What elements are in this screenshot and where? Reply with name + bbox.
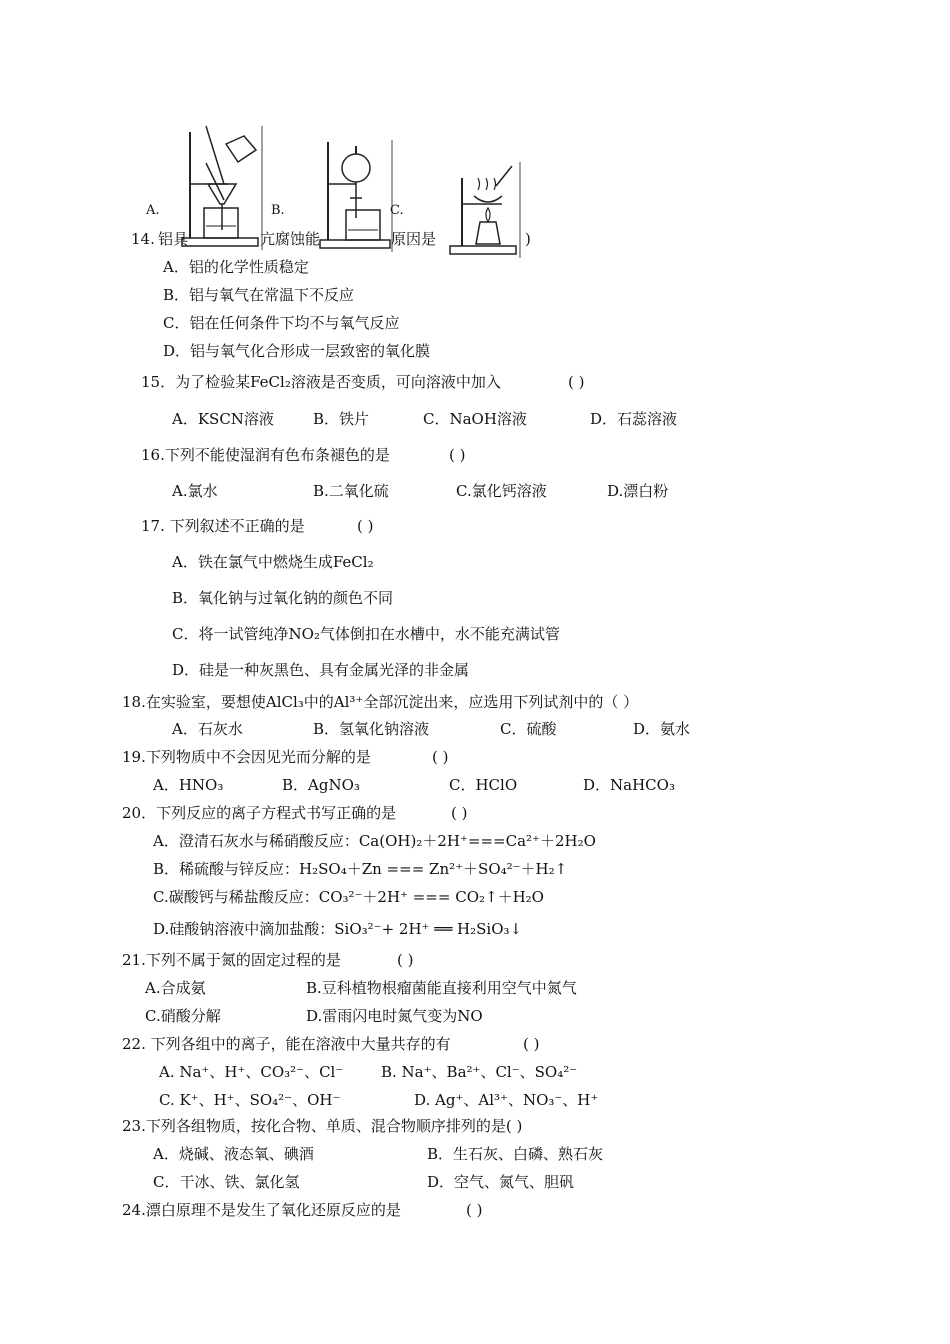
filtration-apparatus-icon: [180, 122, 264, 250]
apparatus-figure-a: [180, 122, 264, 250]
q20-option-a: A．澄清石灰水与稀硝酸反应：Ca(OH)₂＋2H⁺===Ca²⁺＋2H₂O: [153, 832, 596, 850]
q20-paren: ( ): [451, 804, 468, 822]
q19-option-c: C．HClO: [449, 776, 518, 794]
q14-stem-b: 亢腐蚀能: [260, 230, 321, 248]
q15-option-b: B．铁片: [313, 410, 370, 428]
q23-stem: 23.下列各组物质，按化合物、单质、混合物顺序排列的是( ): [122, 1117, 523, 1135]
q22-option-d: D. Ag⁺、Al³⁺、NO₃⁻、H⁺: [414, 1091, 599, 1109]
q14-option-c: C．铝在任何条件下均不与氧气反应: [163, 314, 400, 332]
q21-option-a: A.合成氨: [145, 979, 206, 997]
q16-stem: 16.下列不能使湿润有色布条褪色的是: [141, 446, 390, 464]
q19-paren: ( ): [432, 748, 449, 766]
apparatus-label-c: C.: [390, 203, 404, 218]
apparatus-figure-b: [318, 138, 396, 252]
q15-option-a: A．KSCN溶液: [172, 410, 274, 428]
q21-paren: ( ): [397, 951, 414, 969]
q17-option-c: C．将一试管纯净NO₂气体倒扣在水槽中，水不能充满试管: [172, 625, 560, 643]
q20-option-d: D.硅酸钠溶液中滴加盐酸：SiO₃²⁻+ 2H⁺ ══ H₂SiO₃↓: [153, 920, 523, 938]
q22-option-c: C. K⁺、H⁺、SO₄²⁻、OH⁻: [159, 1091, 341, 1109]
q18-stem: 18.在实验室，要想使AlCl₃中的Al³⁺全部沉淀出来，应选用下列试剂中的（ ）: [122, 693, 639, 711]
q19-stem: 19.下列物质中不会因见光而分解的是: [122, 748, 371, 766]
q17-paren: ( ): [357, 517, 374, 535]
q17-option-b: B．氧化钠与过氧化钠的颜色不同: [172, 589, 394, 607]
q22-stem: 22. 下列各组中的离子，能在溶液中大量共存的有: [122, 1035, 451, 1053]
apparatus-figure-c: [446, 160, 522, 258]
q17-option-a: A．铁在氯气中燃烧生成FeCl₂: [172, 553, 374, 571]
q16-option-d: D.漂白粉: [607, 482, 669, 500]
q23-option-c: C．干冰、铁、氯化氢: [153, 1173, 300, 1191]
q21-option-d: D.雷雨闪电时氮气变为NO: [306, 1007, 483, 1025]
q16-paren: ( ): [449, 446, 466, 464]
q19-option-a: A．HNO₃: [153, 776, 224, 794]
q15-option-d: D．石蕊溶液: [590, 410, 678, 428]
q19-option-b: B．AgNO₃: [282, 776, 360, 794]
q15-paren: ( ): [568, 373, 585, 391]
apparatus-label-b: B.: [271, 203, 285, 218]
q23-option-a: A．烧碱、液态氧、碘酒: [153, 1145, 314, 1163]
evaporation-apparatus-icon: [446, 160, 522, 258]
q18-option-a: A．石灰水: [172, 720, 243, 738]
q22-option-a: A. Na⁺、H⁺、CO₃²⁻、Cl⁻: [159, 1063, 344, 1081]
q16-option-a: A.氯水: [172, 482, 218, 500]
q15-option-c: C．NaOH溶液: [423, 410, 527, 428]
q14-option-a: A．铝的化学性质稳定: [163, 258, 309, 276]
q23-option-b: B．生石灰、白磷、熟石灰: [427, 1145, 604, 1163]
q21-option-c: C.硝酸分解: [145, 1007, 221, 1025]
q21-stem: 21.下列不属于氮的固定过程的是: [122, 951, 341, 969]
q14-option-d: D．铝与氧气化合形成一层致密的氧化膜: [163, 342, 431, 360]
q15-stem: 15．为了检验某FeCl₂溶液是否变质，可向溶液中加入: [141, 373, 501, 391]
q18-option-c: C．硫酸: [500, 720, 557, 738]
q14-number: 14.: [131, 230, 155, 248]
q14-paren: ): [525, 230, 531, 248]
q17-stem: 17. 下列叙述不正确的是: [141, 517, 305, 535]
q22-option-b: B. Na⁺、Ba²⁺、Cl⁻、SO₄²⁻: [381, 1063, 578, 1081]
q16-option-b: B.二氧化硫: [313, 482, 389, 500]
q19-option-d: D．NaHCO₃: [583, 776, 675, 794]
q14-option-b: B．铝与氧气在常温下不反应: [163, 286, 355, 304]
q18-option-b: B．氢氧化钠溶液: [313, 720, 430, 738]
q22-paren: ( ): [523, 1035, 540, 1053]
q24-paren: ( ): [466, 1201, 483, 1219]
q20-option-b: B．稀硫酸与锌反应：H₂SO₄＋Zn === Zn²⁺＋SO₄²⁻＋H₂↑: [153, 860, 568, 878]
q20-stem: 20．下列反应的离子方程式书写正确的是: [122, 804, 397, 822]
apparatus-label-a: A.: [146, 203, 160, 218]
q14-stem-a: 铝具: [158, 230, 189, 248]
q17-option-d: D．硅是一种灰黑色、具有金属光泽的非金属: [172, 661, 470, 679]
q18-option-d: D．氨水: [633, 720, 691, 738]
q21-option-b: B.豆科植物根瘤菌能直接利用空气中氮气: [306, 979, 577, 997]
q16-option-c: C.氯化钙溶液: [456, 482, 547, 500]
q23-option-d: D．空气、氮气、胆矾: [427, 1173, 575, 1191]
q14-stem-c: 原因是: [391, 230, 437, 248]
q24-stem: 24.漂白原理不是发生了氧化还原反应的是: [122, 1201, 401, 1219]
q20-option-c: C.碳酸钙与稀盐酸反应：CO₃²⁻＋2H⁺ === CO₂↑＋H₂O: [153, 888, 544, 906]
separatory-funnel-icon: [318, 138, 396, 252]
